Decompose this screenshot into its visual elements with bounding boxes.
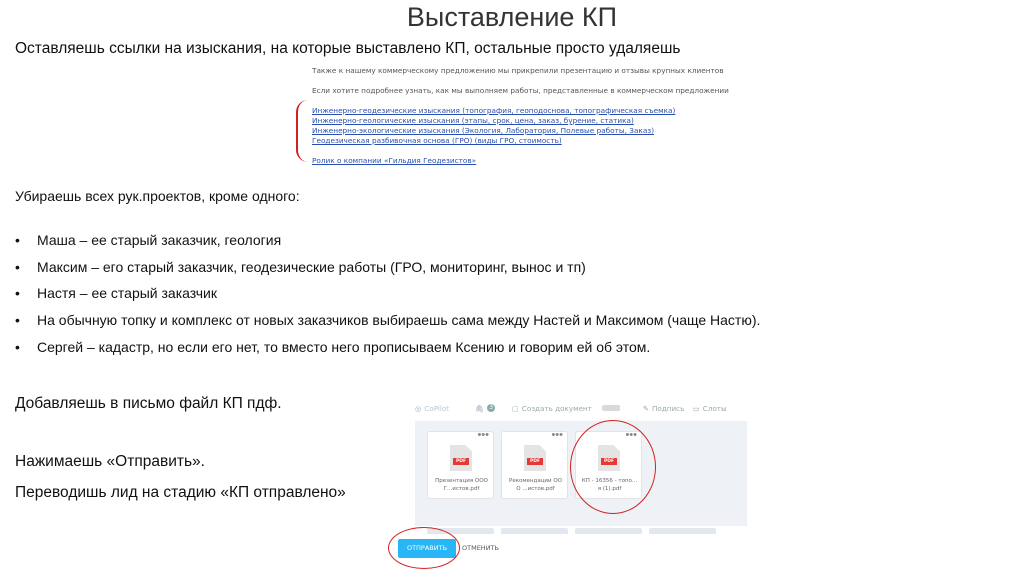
step-send-text: Нажимаешь «Отправить». bbox=[15, 453, 205, 470]
red-annotation-bracket bbox=[296, 100, 316, 162]
email-link-geology[interactable]: Инженерно-геологические изыскания (этапы, срок, цена, заказ, бурение, статика) bbox=[312, 116, 634, 125]
email-link-ecology[interactable]: Инженерно-экологические изыскания (Экология, Лаборатория, Полевые работы, Заказ) bbox=[312, 126, 655, 135]
email-link-geodesy[interactable]: Инженерно-геодезические изыскания (топография, геоподоснова, топографическая съемка) bbox=[312, 106, 676, 115]
attachment-name: Рекомендации ОО О ...истов.pdf bbox=[509, 478, 562, 492]
attach-count-badge: 3 bbox=[487, 404, 495, 412]
attachment-card[interactable] bbox=[427, 431, 494, 499]
email-link-gro[interactable]: Геодезическая разбивочная основа (ГРО) (виды ГРО, стоимость) bbox=[312, 136, 562, 145]
bullet-icon: • bbox=[15, 338, 20, 355]
step-attach-text: Добавляешь в письмо файл КП пдф. bbox=[15, 395, 282, 412]
attachment-name: КП - 16356 - топо... я (1).pdf bbox=[581, 478, 638, 492]
pdf-badge: PDF bbox=[601, 458, 617, 465]
more-options-icon[interactable]: ••• bbox=[477, 429, 489, 441]
slots-icon: ▭ bbox=[693, 404, 700, 413]
list-item-text: Сергей – кадастр, но если его нет, то вместо него прописываем Ксению и говорим ей об этом. bbox=[37, 338, 651, 355]
email-link-video[interactable]: Ролик о компании «Гильдия Геодезистов» bbox=[312, 156, 477, 165]
list-item-text: Максим – его старый заказчик, геодезические работы (ГРО, мониторинг, вынос и тп) bbox=[37, 258, 586, 275]
editor-toolbar bbox=[415, 393, 747, 421]
tab-sign[interactable]: ✎ Подпись bbox=[643, 404, 685, 413]
attachment-name: Презентация ООО Г...истов.pdf bbox=[435, 478, 488, 492]
list-item-text: Настя – ее старый заказчик bbox=[37, 285, 217, 302]
red-annotation-circle bbox=[570, 420, 656, 514]
list-item bbox=[15, 339, 760, 366]
slide-title: Выставление КП bbox=[406, 2, 618, 32]
email-screenshot bbox=[306, 62, 729, 172]
list-item bbox=[15, 312, 760, 339]
list-item bbox=[15, 285, 760, 312]
email-more-text: Если хотите подробнее узнать, как мы выполняем работы, представленные в коммерческом предложении bbox=[312, 86, 729, 95]
more-options-icon[interactable]: ••• bbox=[625, 429, 637, 441]
copilot-icon: ◎ bbox=[415, 404, 422, 413]
bullet-icon: • bbox=[15, 232, 20, 248]
pdf-badge: PDF bbox=[453, 458, 469, 465]
attachment-card-partial bbox=[501, 528, 568, 534]
attachment-card[interactable] bbox=[501, 431, 568, 499]
tab-copilot[interactable]: ◎ CoPilot bbox=[415, 404, 450, 413]
more-options-icon[interactable]: ••• bbox=[551, 429, 563, 441]
attachment-card-partial bbox=[649, 528, 716, 534]
tab-create-document[interactable]: ▢ Создать документ bbox=[512, 404, 592, 413]
bullet-icon: • bbox=[15, 285, 20, 302]
tab-attach[interactable] bbox=[475, 404, 495, 413]
bullet-icon: • bbox=[15, 312, 20, 329]
manager-list bbox=[15, 232, 760, 365]
slide-subtitle: Оставляешь ссылки на изыскания, на которые выставлено КП, остальные просто удаляешь bbox=[15, 40, 681, 57]
pen-icon: ✎ bbox=[643, 404, 650, 413]
document-icon: ▢ bbox=[512, 404, 519, 413]
list-item bbox=[15, 259, 760, 286]
send-button[interactable]: ОТПРАВИТЬ bbox=[398, 539, 456, 558]
pdf-badge: PDF bbox=[527, 458, 543, 465]
paperclip-icon: 🖇 bbox=[475, 404, 485, 413]
bullet-icon: • bbox=[15, 258, 20, 275]
section-heading: Убираешь всех рук.проектов, кроме одного: bbox=[15, 188, 300, 204]
list-item-text: Маша – ее старый заказчик, геология bbox=[37, 232, 282, 248]
red-annotation-circle bbox=[388, 527, 460, 569]
email-intro-text: Также к нашему коммерческому предложению мы прикрепили презентацию и отзывы крупных клиентов bbox=[312, 66, 724, 75]
list-item-text: На обычную топку и комплекс от новых заказчиков выбираешь сама между Настей и Максимом (чаще Настю). bbox=[37, 312, 761, 329]
tab-slots[interactable]: ▭ Слоты bbox=[693, 404, 727, 413]
attachment-card-partial bbox=[575, 528, 642, 534]
list-item bbox=[15, 232, 760, 259]
cancel-button[interactable]: ОТМЕНИТЬ bbox=[462, 539, 499, 558]
toolbar-collapsed-item[interactable] bbox=[602, 405, 620, 411]
step-stage-text: Переводишь лид на стадию «КП отправлено» bbox=[15, 484, 346, 501]
